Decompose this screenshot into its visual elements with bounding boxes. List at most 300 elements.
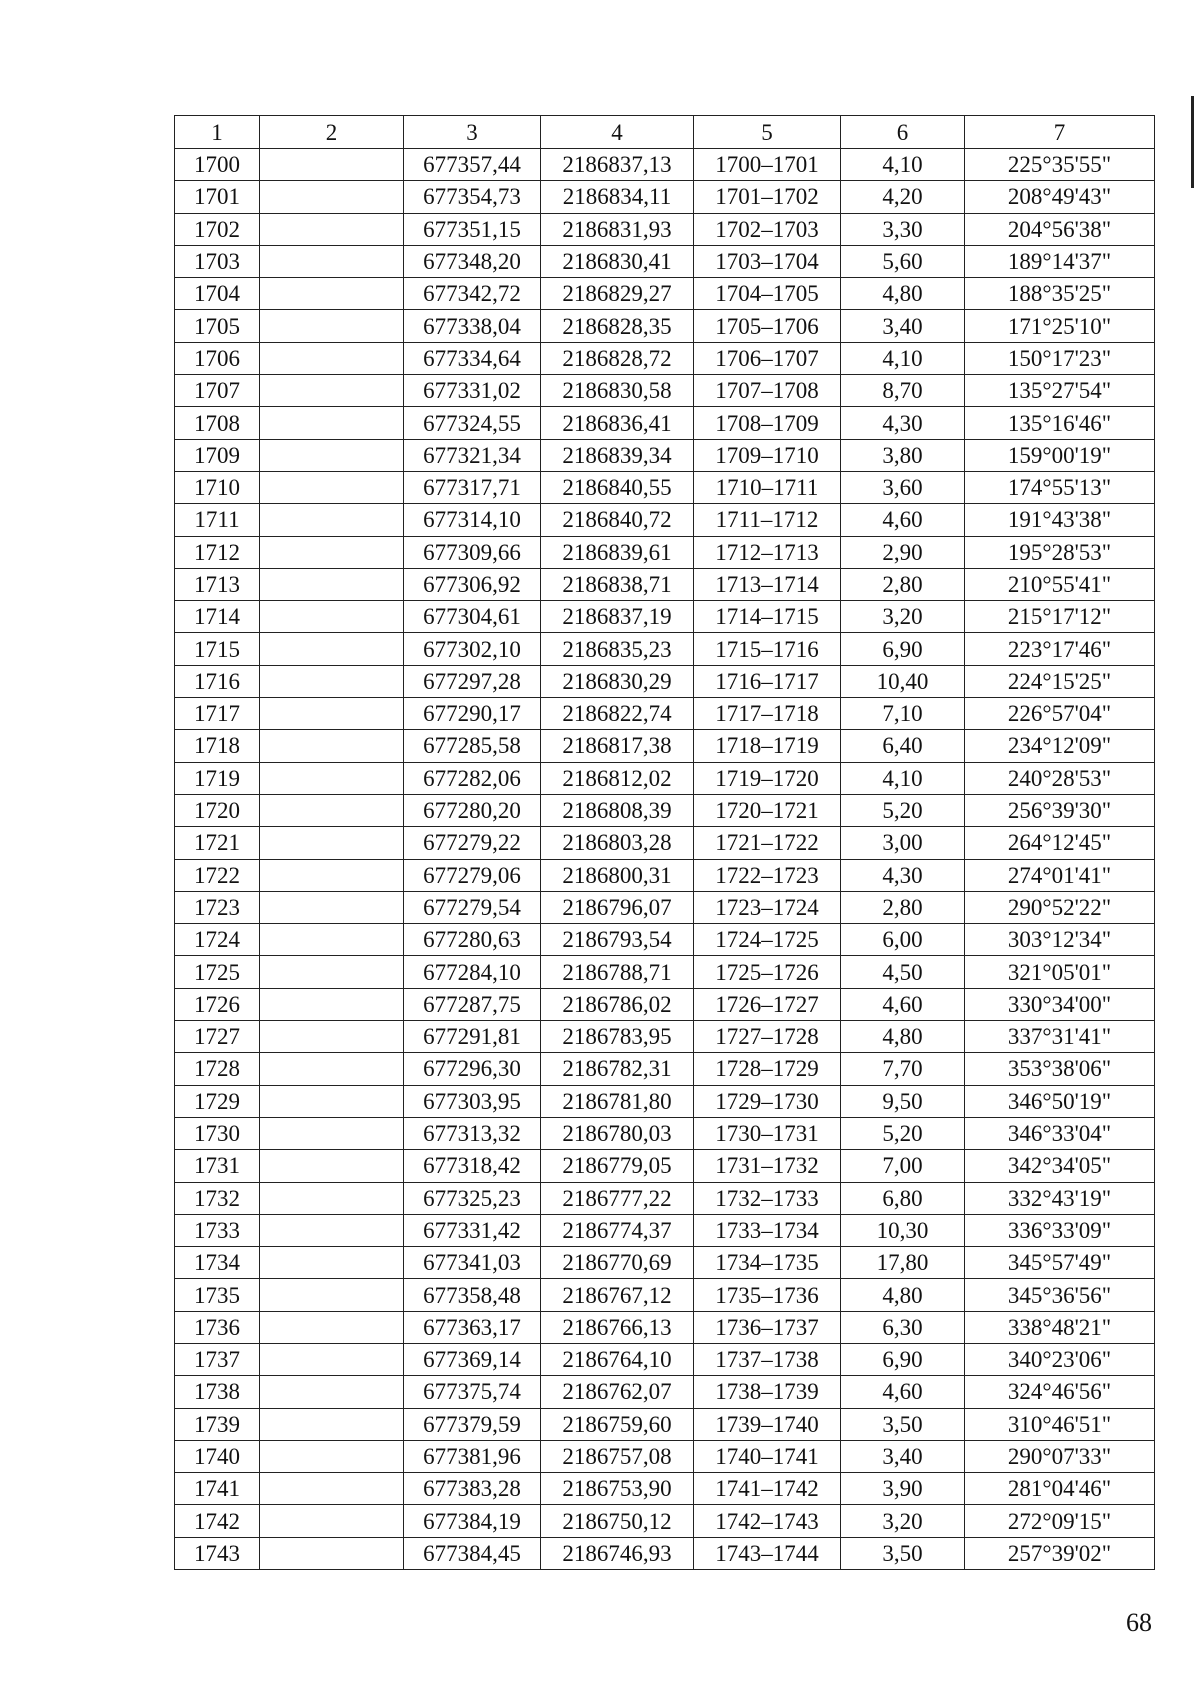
column-2-cell (260, 730, 404, 762)
point-number-cell: 1709 (175, 439, 260, 471)
x-coordinate-cell: 677279,54 (404, 891, 541, 923)
column-2-cell (260, 1343, 404, 1375)
point-number-cell: 1730 (175, 1117, 260, 1149)
table-row (175, 988, 1155, 1020)
segment-cell: 1740–1741 (694, 1440, 841, 1472)
x-coordinate-cell: 677279,22 (404, 827, 541, 859)
segment-cell: 1700–1701 (694, 149, 841, 181)
length-cell: 10,30 (841, 1214, 965, 1246)
y-coordinate-cell: 2186840,55 (541, 471, 694, 503)
column-2-cell (260, 471, 404, 503)
table-row (175, 1279, 1155, 1311)
column-2-cell (260, 665, 404, 697)
point-number-cell: 1728 (175, 1053, 260, 1085)
table-row (175, 1311, 1155, 1343)
point-number-cell: 1724 (175, 924, 260, 956)
bearing-cell: 226°57'04" (965, 698, 1155, 730)
table-body (175, 116, 1155, 1570)
column-2-cell (260, 407, 404, 439)
y-coordinate-cell: 2186762,07 (541, 1376, 694, 1408)
segment-cell: 1713–1714 (694, 568, 841, 600)
point-number-cell: 1712 (175, 536, 260, 568)
segment-cell: 1725–1726 (694, 956, 841, 988)
x-coordinate-cell: 677384,45 (404, 1537, 541, 1569)
y-coordinate-cell: 2186793,54 (541, 924, 694, 956)
bearing-cell: 353°38'06" (965, 1053, 1155, 1085)
length-cell: 7,00 (841, 1150, 965, 1182)
y-coordinate-cell: 2186777,22 (541, 1182, 694, 1214)
segment-cell: 1708–1709 (694, 407, 841, 439)
column-2-cell (260, 698, 404, 730)
table-row (175, 471, 1155, 503)
segment-cell: 1705–1706 (694, 310, 841, 342)
segment-cell: 1703–1704 (694, 245, 841, 277)
y-coordinate-cell: 2186788,71 (541, 956, 694, 988)
point-number-cell: 1739 (175, 1408, 260, 1440)
point-number-cell: 1740 (175, 1440, 260, 1472)
y-coordinate-cell: 2186836,41 (541, 407, 694, 439)
table-row (175, 407, 1155, 439)
point-number-cell: 1733 (175, 1214, 260, 1246)
point-number-cell: 1711 (175, 504, 260, 536)
y-coordinate-cell: 2186781,80 (541, 1085, 694, 1117)
table-row (175, 924, 1155, 956)
bearing-cell: 195°28'53" (965, 536, 1155, 568)
length-cell: 6,80 (841, 1182, 965, 1214)
column-2-cell (260, 439, 404, 471)
y-coordinate-cell: 2186830,29 (541, 665, 694, 697)
column-2-cell (260, 213, 404, 245)
column-2-cell (260, 1440, 404, 1472)
x-coordinate-cell: 677357,44 (404, 149, 541, 181)
column-2-cell (260, 1117, 404, 1149)
column-2-cell (260, 1279, 404, 1311)
column-2-cell (260, 536, 404, 568)
x-coordinate-cell: 677302,10 (404, 633, 541, 665)
x-coordinate-cell: 677348,20 (404, 245, 541, 277)
y-coordinate-cell: 2186828,35 (541, 310, 694, 342)
bearing-cell: 281°04'46" (965, 1473, 1155, 1505)
segment-cell: 1738–1739 (694, 1376, 841, 1408)
length-cell: 7,70 (841, 1053, 965, 1085)
point-number-cell: 1732 (175, 1182, 260, 1214)
y-coordinate-cell: 2186839,34 (541, 439, 694, 471)
segment-cell: 1737–1738 (694, 1343, 841, 1375)
bearing-cell: 159°00'19" (965, 439, 1155, 471)
bearing-cell: 257°39'02" (965, 1537, 1155, 1569)
length-cell: 2,80 (841, 891, 965, 923)
x-coordinate-cell: 677318,42 (404, 1150, 541, 1182)
length-cell: 4,80 (841, 1279, 965, 1311)
column-2-cell (260, 181, 404, 213)
length-cell: 6,90 (841, 1343, 965, 1375)
length-cell: 5,60 (841, 245, 965, 277)
bearing-cell: 345°57'49" (965, 1247, 1155, 1279)
bearing-cell: 188°35'25" (965, 278, 1155, 310)
table-row (175, 1182, 1155, 1214)
table-row (175, 1537, 1155, 1569)
bearing-cell: 191°43'38" (965, 504, 1155, 536)
y-coordinate-cell: 2186840,72 (541, 504, 694, 536)
column-header: 5 (694, 116, 841, 149)
point-number-cell: 1741 (175, 1473, 260, 1505)
table-row (175, 762, 1155, 794)
length-cell: 4,30 (841, 407, 965, 439)
point-number-cell: 1705 (175, 310, 260, 342)
bearing-cell: 234°12'09" (965, 730, 1155, 762)
y-coordinate-cell: 2186830,58 (541, 375, 694, 407)
point-number-cell: 1701 (175, 181, 260, 213)
table-row (175, 342, 1155, 374)
table-row (175, 1505, 1155, 1537)
segment-cell: 1706–1707 (694, 342, 841, 374)
x-coordinate-cell: 677363,17 (404, 1311, 541, 1343)
column-header: 6 (841, 116, 965, 149)
length-cell: 7,10 (841, 698, 965, 730)
segment-cell: 1701–1702 (694, 181, 841, 213)
length-cell: 4,80 (841, 1021, 965, 1053)
length-cell: 8,70 (841, 375, 965, 407)
y-coordinate-cell: 2186808,39 (541, 794, 694, 826)
bearing-cell: 135°27'54" (965, 375, 1155, 407)
table-row (175, 310, 1155, 342)
point-number-cell: 1703 (175, 245, 260, 277)
column-2-cell (260, 1214, 404, 1246)
table-row (175, 181, 1155, 213)
segment-cell: 1719–1720 (694, 762, 841, 794)
segment-cell: 1709–1710 (694, 439, 841, 471)
column-header: 3 (404, 116, 541, 149)
length-cell: 4,10 (841, 149, 965, 181)
length-cell: 3,20 (841, 1505, 965, 1537)
y-coordinate-cell: 2186759,60 (541, 1408, 694, 1440)
segment-cell: 1729–1730 (694, 1085, 841, 1117)
segment-cell: 1742–1743 (694, 1505, 841, 1537)
point-number-cell: 1713 (175, 568, 260, 600)
x-coordinate-cell: 677375,74 (404, 1376, 541, 1408)
y-coordinate-cell: 2186757,08 (541, 1440, 694, 1472)
segment-cell: 1716–1717 (694, 665, 841, 697)
bearing-cell: 336°33'09" (965, 1214, 1155, 1246)
x-coordinate-cell: 677279,06 (404, 859, 541, 891)
bearing-cell: 337°31'41" (965, 1021, 1155, 1053)
segment-cell: 1718–1719 (694, 730, 841, 762)
bearing-cell: 240°28'53" (965, 762, 1155, 794)
y-coordinate-cell: 2186839,61 (541, 536, 694, 568)
table-row (175, 439, 1155, 471)
length-cell: 10,40 (841, 665, 965, 697)
length-cell: 3,60 (841, 471, 965, 503)
table-row (175, 1343, 1155, 1375)
y-coordinate-cell: 2186779,05 (541, 1150, 694, 1182)
length-cell: 9,50 (841, 1085, 965, 1117)
column-2-cell (260, 375, 404, 407)
length-cell: 3,20 (841, 601, 965, 633)
bearing-cell: 346°50'19" (965, 1085, 1155, 1117)
table-row (175, 1440, 1155, 1472)
length-cell: 4,10 (841, 342, 965, 374)
segment-cell: 1714–1715 (694, 601, 841, 633)
column-2-cell (260, 1505, 404, 1537)
segment-cell: 1736–1737 (694, 1311, 841, 1343)
length-cell: 3,90 (841, 1473, 965, 1505)
table-row (175, 278, 1155, 310)
point-number-cell: 1725 (175, 956, 260, 988)
y-coordinate-cell: 2186829,27 (541, 278, 694, 310)
x-coordinate-cell: 677290,17 (404, 698, 541, 730)
y-coordinate-cell: 2186782,31 (541, 1053, 694, 1085)
segment-cell: 1734–1735 (694, 1247, 841, 1279)
segment-cell: 1727–1728 (694, 1021, 841, 1053)
point-number-cell: 1720 (175, 794, 260, 826)
bearing-cell: 223°17'46" (965, 633, 1155, 665)
point-number-cell: 1710 (175, 471, 260, 503)
segment-cell: 1723–1724 (694, 891, 841, 923)
point-number-cell: 1716 (175, 665, 260, 697)
x-coordinate-cell: 677280,63 (404, 924, 541, 956)
table-row (175, 794, 1155, 826)
length-cell: 17,80 (841, 1247, 965, 1279)
bearing-cell: 225°35'55" (965, 149, 1155, 181)
point-number-cell: 1729 (175, 1085, 260, 1117)
length-cell: 3,50 (841, 1408, 965, 1440)
bearing-cell: 189°14'37" (965, 245, 1155, 277)
segment-cell: 1739–1740 (694, 1408, 841, 1440)
column-2-cell (260, 342, 404, 374)
y-coordinate-cell: 2186834,11 (541, 181, 694, 213)
segment-cell: 1728–1729 (694, 1053, 841, 1085)
bearing-cell: 272°09'15" (965, 1505, 1155, 1537)
column-header: 2 (260, 116, 404, 149)
table-row (175, 956, 1155, 988)
table-row (175, 1085, 1155, 1117)
bearing-cell: 224°15'25" (965, 665, 1155, 697)
bearing-cell: 174°55'13" (965, 471, 1155, 503)
bearing-cell: 332°43'19" (965, 1182, 1155, 1214)
table-row (175, 1214, 1155, 1246)
segment-cell: 1720–1721 (694, 794, 841, 826)
length-cell: 4,80 (841, 278, 965, 310)
x-coordinate-cell: 677331,02 (404, 375, 541, 407)
length-cell: 4,60 (841, 1376, 965, 1408)
segment-cell: 1721–1722 (694, 827, 841, 859)
bearing-cell: 342°34'05" (965, 1150, 1155, 1182)
length-cell: 4,10 (841, 762, 965, 794)
y-coordinate-cell: 2186774,37 (541, 1214, 694, 1246)
y-coordinate-cell: 2186837,19 (541, 601, 694, 633)
bearing-cell: 338°48'21" (965, 1311, 1155, 1343)
x-coordinate-cell: 677284,10 (404, 956, 541, 988)
segment-cell: 1717–1718 (694, 698, 841, 730)
x-coordinate-cell: 677313,32 (404, 1117, 541, 1149)
bearing-cell: 340°23'06" (965, 1343, 1155, 1375)
bearing-cell: 290°52'22" (965, 891, 1155, 923)
point-number-cell: 1702 (175, 213, 260, 245)
column-2-cell (260, 1053, 404, 1085)
x-coordinate-cell: 677384,19 (404, 1505, 541, 1537)
point-number-cell: 1723 (175, 891, 260, 923)
bearing-cell: 290°07'33" (965, 1440, 1155, 1472)
x-coordinate-cell: 677338,04 (404, 310, 541, 342)
y-coordinate-cell: 2186764,10 (541, 1343, 694, 1375)
table-row (175, 375, 1155, 407)
table-row (175, 730, 1155, 762)
table-row (175, 859, 1155, 891)
table-row (175, 698, 1155, 730)
length-cell: 4,60 (841, 988, 965, 1020)
column-2-cell (260, 601, 404, 633)
column-2-cell (260, 1311, 404, 1343)
x-coordinate-cell: 677369,14 (404, 1343, 541, 1375)
column-2-cell (260, 924, 404, 956)
column-2-cell (260, 1182, 404, 1214)
table-row (175, 827, 1155, 859)
table-row (175, 1021, 1155, 1053)
table-row (175, 245, 1155, 277)
x-coordinate-cell: 677287,75 (404, 988, 541, 1020)
point-number-cell: 1707 (175, 375, 260, 407)
column-2-cell (260, 1537, 404, 1569)
x-coordinate-cell: 677285,58 (404, 730, 541, 762)
column-2-cell (260, 1150, 404, 1182)
point-number-cell: 1735 (175, 1279, 260, 1311)
bearing-cell: 204°56'38" (965, 213, 1155, 245)
bearing-cell: 274°01'41" (965, 859, 1155, 891)
segment-cell: 1726–1727 (694, 988, 841, 1020)
bearing-cell: 135°16'46" (965, 407, 1155, 439)
x-coordinate-cell: 677358,48 (404, 1279, 541, 1311)
table-row (175, 536, 1155, 568)
y-coordinate-cell: 2186800,31 (541, 859, 694, 891)
bearing-cell: 264°12'45" (965, 827, 1155, 859)
table-row (175, 1376, 1155, 1408)
segment-cell: 1743–1744 (694, 1537, 841, 1569)
point-number-cell: 1717 (175, 698, 260, 730)
bearing-cell: 330°34'00" (965, 988, 1155, 1020)
point-number-cell: 1719 (175, 762, 260, 794)
bearing-cell: 324°46'56" (965, 1376, 1155, 1408)
bearing-cell: 150°17'23" (965, 342, 1155, 374)
x-coordinate-cell: 677303,95 (404, 1085, 541, 1117)
table-row (175, 1053, 1155, 1085)
x-coordinate-cell: 677331,42 (404, 1214, 541, 1246)
point-number-cell: 1731 (175, 1150, 260, 1182)
length-cell: 4,50 (841, 956, 965, 988)
column-2-cell (260, 633, 404, 665)
length-cell: 6,30 (841, 1311, 965, 1343)
y-coordinate-cell: 2186837,13 (541, 149, 694, 181)
page-number: 68 (1126, 1608, 1152, 1637)
x-coordinate-cell: 677314,10 (404, 504, 541, 536)
column-header: 7 (965, 116, 1155, 149)
length-cell: 6,00 (841, 924, 965, 956)
column-2-cell (260, 1473, 404, 1505)
table-row (175, 1150, 1155, 1182)
length-cell: 4,60 (841, 504, 965, 536)
bearing-cell: 171°25'10" (965, 310, 1155, 342)
y-coordinate-cell: 2186830,41 (541, 245, 694, 277)
bearing-cell: 208°49'43" (965, 181, 1155, 213)
x-coordinate-cell: 677280,20 (404, 794, 541, 826)
point-number-cell: 1722 (175, 859, 260, 891)
segment-cell: 1741–1742 (694, 1473, 841, 1505)
x-coordinate-cell: 677306,92 (404, 568, 541, 600)
column-2-cell (260, 1021, 404, 1053)
length-cell: 2,90 (841, 536, 965, 568)
segment-cell: 1715–1716 (694, 633, 841, 665)
segment-cell: 1735–1736 (694, 1279, 841, 1311)
table-row (175, 633, 1155, 665)
x-coordinate-cell: 677291,81 (404, 1021, 541, 1053)
length-cell: 3,80 (841, 439, 965, 471)
segment-cell: 1711–1712 (694, 504, 841, 536)
x-coordinate-cell: 677325,23 (404, 1182, 541, 1214)
segment-cell: 1710–1711 (694, 471, 841, 503)
column-2-cell (260, 1408, 404, 1440)
point-number-cell: 1706 (175, 342, 260, 374)
length-cell: 3,40 (841, 1440, 965, 1472)
point-number-cell: 1734 (175, 1247, 260, 1279)
x-coordinate-cell: 677354,73 (404, 181, 541, 213)
y-coordinate-cell: 2186770,69 (541, 1247, 694, 1279)
bearing-cell: 321°05'01" (965, 956, 1155, 988)
length-cell: 2,80 (841, 568, 965, 600)
segment-cell: 1731–1732 (694, 1150, 841, 1182)
point-number-cell: 1736 (175, 1311, 260, 1343)
x-coordinate-cell: 677297,28 (404, 665, 541, 697)
column-2-cell (260, 762, 404, 794)
x-coordinate-cell: 677321,34 (404, 439, 541, 471)
column-2-cell (260, 568, 404, 600)
x-coordinate-cell: 677282,06 (404, 762, 541, 794)
table-row (175, 1247, 1155, 1279)
segment-cell: 1712–1713 (694, 536, 841, 568)
y-coordinate-cell: 2186780,03 (541, 1117, 694, 1149)
y-coordinate-cell: 2186750,12 (541, 1505, 694, 1537)
table-row (175, 601, 1155, 633)
point-number-cell: 1715 (175, 633, 260, 665)
segment-cell: 1704–1705 (694, 278, 841, 310)
bearing-cell: 310°46'51" (965, 1408, 1155, 1440)
y-coordinate-cell: 2186766,13 (541, 1311, 694, 1343)
x-coordinate-cell: 677334,64 (404, 342, 541, 374)
segment-cell: 1732–1733 (694, 1182, 841, 1214)
segment-cell: 1733–1734 (694, 1214, 841, 1246)
segment-cell: 1724–1725 (694, 924, 841, 956)
column-2-cell (260, 1247, 404, 1279)
y-coordinate-cell: 2186838,71 (541, 568, 694, 600)
y-coordinate-cell: 2186835,23 (541, 633, 694, 665)
length-cell: 3,00 (841, 827, 965, 859)
column-header: 4 (541, 116, 694, 149)
column-2-cell (260, 827, 404, 859)
table-row (175, 1408, 1155, 1440)
x-coordinate-cell: 677341,03 (404, 1247, 541, 1279)
column-2-cell (260, 1085, 404, 1117)
bearing-cell: 256°39'30" (965, 794, 1155, 826)
point-number-cell: 1727 (175, 1021, 260, 1053)
y-coordinate-cell: 2186831,93 (541, 213, 694, 245)
bearing-cell: 346°33'04" (965, 1117, 1155, 1149)
point-number-cell: 1743 (175, 1537, 260, 1569)
y-coordinate-cell: 2186796,07 (541, 891, 694, 923)
bearing-cell: 210°55'41" (965, 568, 1155, 600)
table-row (175, 1473, 1155, 1505)
x-coordinate-cell: 677317,71 (404, 471, 541, 503)
y-coordinate-cell: 2186822,74 (541, 698, 694, 730)
table-row (175, 568, 1155, 600)
header-row (175, 116, 1155, 149)
